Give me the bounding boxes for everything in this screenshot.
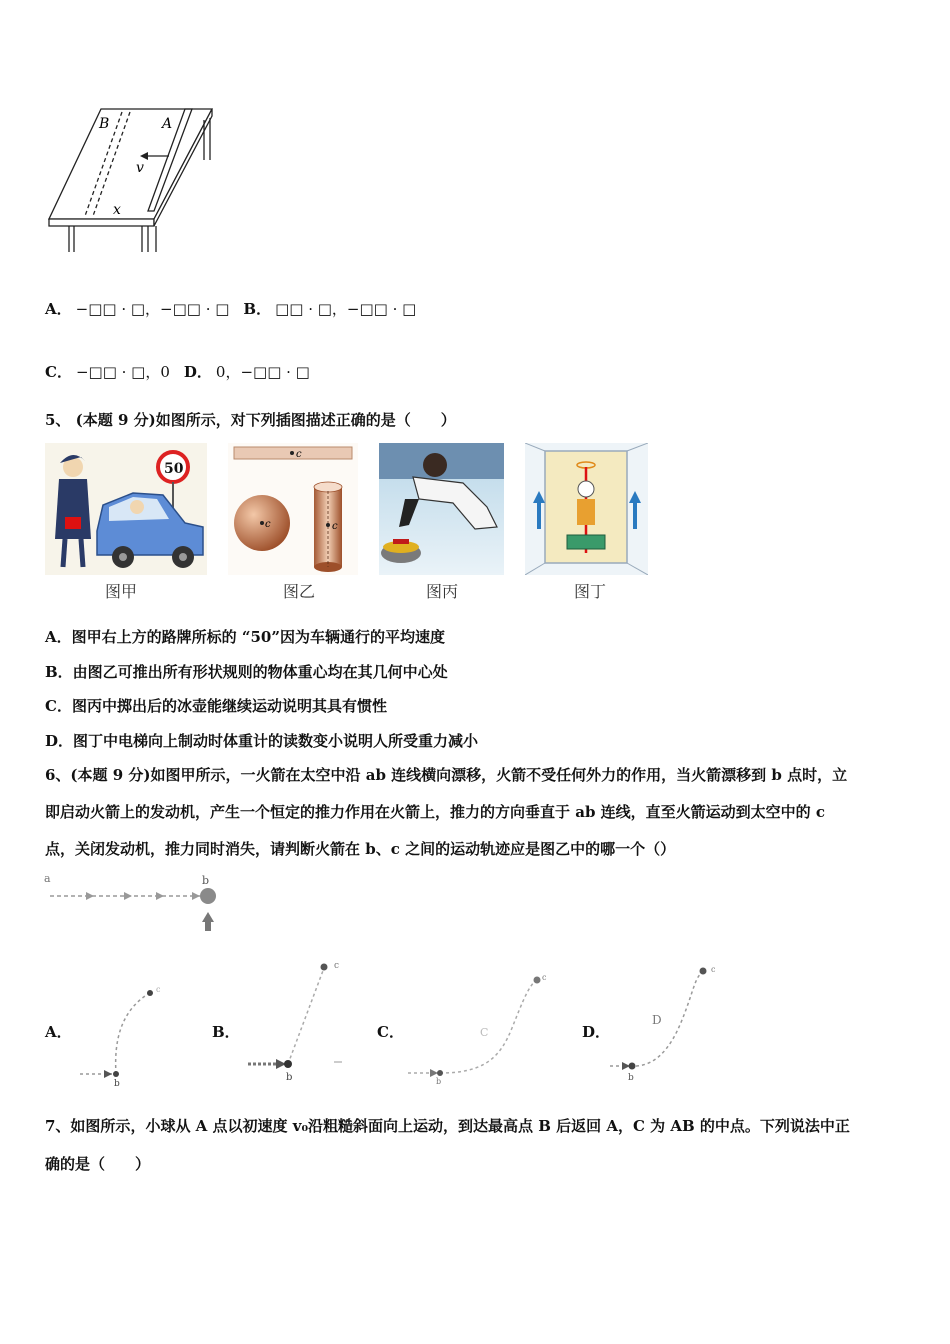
traj-d-label-b: b: [628, 1073, 634, 1083]
q6-option-a[interactable]: A．: [45, 1023, 72, 1041]
q5-option-c[interactable]: C．图丙中掷出后的冰壶能继续运动说明其具有惯性: [45, 697, 387, 715]
point-c-bar: c: [296, 449, 302, 460]
q7-stem-line1: 7、如图所示，小球从 A 点以初速度 v₀沿粗糙斜面向上运动，到达最高点 B 后返回 A，C 为 AB 的中点。下列说法中正: [45, 1117, 850, 1135]
board-figure: [44, 104, 224, 256]
opt-d-text: 0，−□□ · □: [215, 363, 310, 381]
opt-b-label[interactable]: B．: [243, 300, 272, 318]
q5-option-d[interactable]: D．图丁中电梯向上制动时体重计的读数变小说明人所受重力减小: [45, 732, 479, 750]
traj-a-label-c: c: [156, 985, 161, 994]
traj-c-label-b: b: [436, 1077, 442, 1086]
point-c-ball: c: [265, 519, 271, 530]
q6-stem-line2: 即启动火箭上的发动机，产生一个恒定的推力作用在火箭上，推力的方向垂直于 ab 连线，直至火箭运动到太空中的 c: [45, 803, 826, 821]
q4-options-row1: [45, 299, 416, 319]
trajectory-b: [244, 956, 354, 1086]
sign-50: 50: [164, 461, 184, 477]
traj-c-label-letter: C: [480, 1026, 489, 1039]
traj-a-label-b: b: [114, 1079, 120, 1088]
opt-b-text: □□ · □，−□□ · □: [275, 300, 417, 318]
traj-d-label-c: c: [711, 965, 716, 974]
caption-ding: 图丁: [574, 582, 607, 601]
traj-b-label-c: c: [334, 961, 340, 971]
opt-d-label[interactable]: D．: [183, 363, 212, 381]
traj-c-label-c: c: [542, 973, 547, 982]
q5-stem: 5、 (本题 9 分)如图所示，对下列插图描述正确的是（ ）: [45, 411, 456, 429]
label-x: x: [113, 202, 121, 218]
figure-jia: [45, 443, 207, 575]
label-b: B: [99, 116, 110, 132]
trajectory-c: [404, 968, 554, 1086]
q6-stem-line1: 6、(本题 9 分)如图甲所示，一火箭在太空中沿 ab 连线横向漂移，火箭不受任何外力的作用，当火箭漂移到 b 点时，立: [45, 766, 848, 784]
caption-yi: 图乙: [283, 582, 316, 601]
label-a: A: [162, 116, 173, 132]
q6-option-d[interactable]: D．: [582, 1023, 611, 1041]
q5-option-a[interactable]: A．图甲右上方的路牌所标的 “50”因为车辆通行的平均速度: [45, 628, 445, 646]
traj-d-label-letter: D: [652, 1013, 662, 1027]
opt-c-label[interactable]: C．: [45, 363, 72, 381]
trajectory-a: [76, 982, 166, 1088]
figure-ding: [525, 443, 648, 575]
fig-label-a: a: [44, 872, 51, 885]
fig-label-b: b: [202, 874, 210, 887]
label-v: v: [136, 160, 144, 176]
caption-bing: 图丙: [426, 582, 459, 601]
q6-option-c[interactable]: C．: [377, 1023, 404, 1041]
trajectory-d: [606, 960, 736, 1084]
q4-options-row2: [45, 362, 310, 382]
q5-option-b[interactable]: B．由图乙可推出所有形状规则的物体重心均在其几何中心处: [45, 663, 448, 681]
q7-stem-line2: 确的是（ ）: [45, 1155, 151, 1173]
rocket-drift-figure: [44, 870, 234, 936]
opt-a-label[interactable]: A．: [45, 300, 72, 318]
figure-yi: [228, 443, 358, 575]
caption-jia: 图甲: [105, 582, 138, 601]
q6-stem-line3: 点，关闭发动机，推力同时消失，请判断火箭在 b、c 之间的运动轨迹应是图乙中的哪一个（）: [45, 840, 676, 858]
opt-a-text: −□□ · □，−□□ · □: [75, 300, 230, 318]
opt-c-text: −□□ · □，0: [75, 363, 170, 381]
figure-bing: [379, 443, 504, 575]
traj-b-label-b: b: [286, 1072, 293, 1083]
point-c-cylinder: c: [332, 521, 338, 532]
q6-option-b[interactable]: B．: [212, 1023, 240, 1041]
